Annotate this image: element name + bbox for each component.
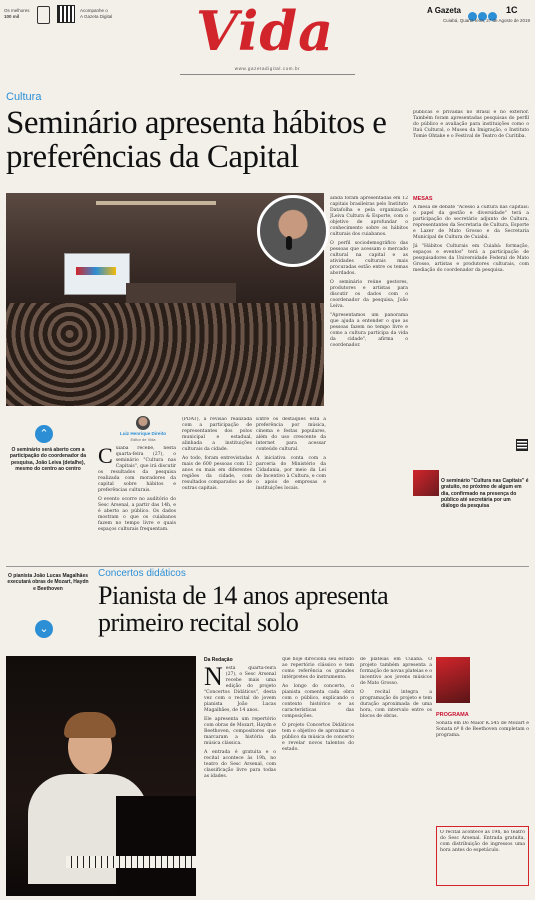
story1-body-3: Entre os destaques está a preferência por música, cinema e festas populares, além do uso crescente da internet para acessar conteúdo cultural. A iniciativa conta com a parceria do Ministério da Cidadania, por meio da Lei de Incentivo à Cultura, e com o apoio de empresas e instituições locais. [256, 417, 326, 491]
section-divider [6, 566, 529, 567]
dropcap-2: N [204, 666, 223, 691]
dropcap: C [98, 446, 113, 468]
story2-byline: Da Redação [204, 657, 233, 663]
masthead-rule [180, 74, 355, 75]
microphone-icon [286, 236, 292, 250]
stage [126, 283, 236, 303]
byline-name: Luiz Henrique Direito [119, 431, 167, 436]
page-number: 1C [506, 5, 518, 15]
caption-badge-1 [35, 425, 53, 443]
qr-code-small-icon[interactable] [517, 440, 527, 450]
caption-photo-right [413, 470, 439, 496]
story2-body-1: N esta quarta-feira (27), o Sesc Arsenal recebe mais uma edição do projeto "Concertos Didáticos", desta vez com o recital do jovem pianista João Lucas Magalhães, de 14 anos. Ele apresenta um repertório com obras de Mozart, Haydn e Beethoven, compositores que marcaram a história da música clássica. A entrada é gratuita e o recital acontece às 19h, no teatro do Sesc Arsenal, com classificação livre para todas as idades. [204, 666, 276, 779]
story1-kicker: Cultura [6, 91, 42, 103]
piano-body [116, 796, 196, 896]
story1-body-1: C uiabá recebe, nesta quarta-feira (27), o seminário "Cultura nas Capitais", que irá discutir os resultados da pesquisa realizada com moradores da capital sobre hábitos e preferências culturais. O evento ocorre no auditório do Sesc Arsenal, a partir das 14h, e é aberto ao público. Os dados mostram o que os cuiabanos fazem no tempo livre e quais espaços culturais frequentam. [98, 446, 176, 532]
byline-role: Editor de Vida [130, 437, 156, 442]
masthead-logo: Vida [195, 0, 335, 63]
story1-caption-left: O seminário será aberto com a participação do coordenador da pesquisa, João Leiva (detalhe), mesmo do centro ao centro [9, 447, 87, 472]
pianist-hair [64, 712, 116, 738]
story1-body-2: (PDAT), a revisão realizada com a participação de representantes dos polos municipal e estadual, alinhada a instituições culturais da cidade. Ao todo, foram entrevistadas mais de 600 pessoas com 12 anos ou mais em diferentes regiões da cidade, com resultados comparados ao de outras capitais. [182, 417, 252, 491]
story1-column-1: ainda foram apresentadas em 12 capitais brasileiras pelo Instituto Datafolha e pela organização JLeiva Cultura & Esporte, com o objetivo de aprofundar o conhecimento sobre os hábitos culturais dos cuiabanos. O perfil sociodemográfico das pessoas que acessam o mercado cultural na capital e as atividades culturais mais procuradas estão entre os temas abordados. O seminário reúne gestores, produtores e artistas para discutir os dados com o coordenador da pesquisa, João Leiva. "Apresentamos um panorama que ajuda a entender o que as pessoas fazem no tempo livre e como a cultura participa da vida da cidade", afirma o coordenador. [330, 196, 408, 348]
phone-icon [37, 6, 50, 24]
dateline: Cuiabá, Quarta-feira, 27 de Agosto de 2019 [442, 18, 530, 23]
programa-text: Sonata em Dó Maior K.545 de Mozart e Sonata nº 8 de Beethoven completam o programa. [436, 721, 529, 738]
programa-subhead: PROGRAMA [436, 712, 469, 718]
story2-body-3: de plateias em Cuiabá. O projeto também apresenta a formação de novas plateias e o incentivo aos jovens músicos de Mato Grosso. O recital integra a programação do projeto e tem duração aproximada de uma hora, com intervalo entre os blocos de obras. [360, 657, 432, 719]
story1-column-2b: A mesa de debate "Acesso à cultura nas capitais: o papel da gestão e diversidade" terá a participação do secretário adjunto de Cultura, representantes da Secretaria de Cultura, Esporte e Lazer de Mato Grosso e da Secretaria Municipal de Cultura de Cuiabá. Já "Hábitos Culturais em Cuiabá: formação, espaços e eventos" terá a participação de pesquisadores da Universidade Federal de Mato Grosso, artistas e produtores culturais, com mediação do coordenador da pesquisa. [413, 205, 529, 273]
story1-caption-right: O seminário "Cultura nas Capitais" é gratuito, no próximo de algum em dia, confirmado na presença do público até secretária por um diálogo da pesquisa [441, 478, 529, 510]
story1-column-2: públicas e privadas no Brasil e no exterior. Também foram apresentadas pesquisas do perfil do público e avaliação para instituições como o Itaú Cultural, o Museu da Imigração, o Instituto Tomie Ohtake e o Festival de Teatro de Curitiba. [413, 110, 529, 139]
byline-avatar [136, 416, 150, 430]
pianist-photo [6, 656, 196, 896]
story2-caption-left: O pianista João Lucas Magalhães executará obras de Mozart, Haydn e Beethoven [7, 573, 89, 592]
qr-caption: Acompanhe o A Gazeta Digital [80, 8, 113, 19]
header-left-label: Os melhores 100 mil [4, 8, 30, 19]
paper-name: A Gazeta [427, 6, 461, 15]
info-box-text: O recital acontece às 19h, no teatro do Sesc Arsenal. Entrada gratuita, com distribuição de ingressos uma hora antes do espetáculo. [440, 830, 525, 853]
screen-logo [76, 267, 116, 275]
story2-kicker: Concertos didáticos [98, 568, 186, 579]
story2-body-2: que hoje direciona seu estudo ao repertório clássico e tem como referência os grandes intérpretes do instrumento. Ao longo do concerto, o pianista comenta cada obra com o público, explicando o contexto histórico e as características das composições. O projeto Concertos Didáticos tem o objetivo de aproximar o público da música de concerto e revelar novos talentos do estado. [282, 657, 354, 752]
chevron-up-icon: ⌃ [35, 425, 53, 443]
story1-headline: Seminário apresenta hábitos e preferências da Capital [6, 105, 387, 175]
story1-subhead: MESAS [413, 196, 433, 202]
qr-code-icon[interactable] [58, 6, 74, 22]
masthead-url[interactable]: www.gazetadigital.com.br [234, 66, 301, 71]
programa-photo [436, 657, 470, 703]
caption-badge-2 [35, 620, 53, 638]
ceiling-light [96, 201, 216, 205]
inset-portrait [257, 195, 329, 267]
masthead-bar [0, 0, 535, 80]
audience [6, 303, 324, 406]
story2-headline: Pianista de 14 anos apresenta primeiro recital solo [98, 581, 389, 637]
chevron-down-icon: ⌄ [35, 620, 53, 638]
piano-keys [66, 856, 196, 868]
info-box [436, 826, 529, 886]
